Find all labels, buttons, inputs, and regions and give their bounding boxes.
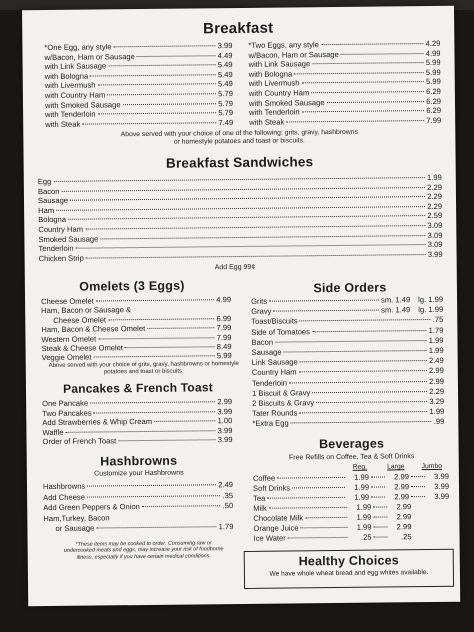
leader-dots <box>98 337 214 339</box>
item-label: Bacon <box>37 186 60 196</box>
large-price: .25 <box>400 532 412 542</box>
leader-dots <box>411 496 425 497</box>
item-price: 2.49 <box>428 356 444 366</box>
item-price: 2.99 <box>217 397 233 407</box>
item-price: 2.99 <box>429 376 444 386</box>
pancake-item <box>42 435 232 446</box>
item-label: Ham,Turkey, Bacon <box>43 512 110 523</box>
item-price: 6.29 <box>426 86 441 97</box>
leader-dots <box>373 526 387 527</box>
item-label: Ham, Bacon & Cheese Omelet <box>41 324 146 335</box>
item-price: .35 <box>222 490 234 500</box>
item-price: 4.29 <box>425 38 441 49</box>
leader-dots <box>321 43 424 45</box>
item-label: with Steak <box>249 117 285 127</box>
sandwiches-title: Breakfast Sandwiches <box>165 154 314 171</box>
omelet-item <box>42 351 232 362</box>
leader-dots <box>94 411 216 413</box>
item-price: 1.99 <box>428 335 444 345</box>
leader-dots <box>284 350 427 352</box>
jumbo-price: 3.99 <box>434 491 450 501</box>
leader-dots <box>98 112 217 114</box>
leader-dots <box>291 421 432 423</box>
leader-dots <box>371 486 385 487</box>
item-label: Ham <box>38 205 55 215</box>
header-large: Large <box>387 463 405 471</box>
leader-dots <box>311 91 424 93</box>
item-price: 2.49 <box>218 480 234 490</box>
leader-dots <box>108 64 216 66</box>
item-price: 3.99 <box>217 435 233 445</box>
item-price: 7.99 <box>216 332 232 342</box>
add-egg-note: Add Egg 99¢ <box>214 263 256 272</box>
item-label: *Two Eggs, any style <box>248 40 319 50</box>
reg-price: 1.99 <box>356 502 372 512</box>
item-price: 5.49 <box>217 60 233 70</box>
leader-dots <box>302 110 425 112</box>
item-label: Grits <box>251 296 268 306</box>
breakfast-note: Above served with your choice of one of the following: grits, gravy, hashbrowns or homestyle potatoes and toast or biscuits. <box>120 128 358 146</box>
item-price: 3.29 <box>429 396 445 407</box>
healthy-choices-box <box>244 549 454 589</box>
large-price: 2.99 <box>396 512 412 522</box>
hashbrown-item <box>43 501 233 512</box>
item-label: with Bologna <box>248 69 293 79</box>
item-label: Side of Tomatoes <box>251 326 310 337</box>
leader-dots <box>301 527 348 528</box>
large-price: 2.99 <box>396 502 412 512</box>
hashbrown-item <box>43 491 233 502</box>
item-label: Sausage <box>37 195 69 206</box>
sides-title: Side Orders <box>313 280 387 296</box>
item-price: 1.79 <box>218 522 234 532</box>
side-item <box>252 417 444 428</box>
item-price: 2.29 <box>427 192 443 202</box>
item-price: 5.99 <box>425 58 441 68</box>
leader-dots <box>327 101 425 103</box>
leader-dots <box>373 506 387 507</box>
leader-dots <box>97 84 216 86</box>
item-price: 5.99 <box>425 67 441 77</box>
item-label: with Tenderloin <box>249 107 300 118</box>
leader-dots <box>85 225 425 230</box>
leader-dots <box>373 516 387 517</box>
reg-price: 1.99 <box>354 492 370 502</box>
item-label: Ham, Bacon or Sausage & <box>41 305 132 316</box>
item-label: with Steak <box>45 119 81 129</box>
item-price: 1.99 <box>429 407 445 417</box>
leader-dots <box>70 196 425 201</box>
item-label: with Link Sausage <box>248 59 311 70</box>
item-price: 7.99 <box>426 115 442 125</box>
large-price: lg. 1.99 <box>418 305 444 315</box>
breakfast-item <box>45 118 233 129</box>
item-label: with Country Ham <box>44 90 106 101</box>
leader-dots <box>294 72 424 74</box>
item-price: 2.29 <box>427 201 443 211</box>
item-label: Chicken Strip <box>38 253 84 263</box>
healthy-text: We have whole wheat bread and egg whites available. <box>269 569 429 578</box>
item-label: Ice Water <box>253 533 286 543</box>
leader-dots <box>273 310 379 312</box>
item-label: with Tenderloin <box>45 109 96 120</box>
reg-price: .25 <box>360 532 372 542</box>
item-label: Cheese Omelet <box>41 296 94 307</box>
item-label: Milk <box>253 503 267 513</box>
leader-dots <box>312 330 427 332</box>
item-label: Egg <box>37 176 52 187</box>
leader-dots <box>269 507 348 509</box>
item-label: Soft Drinks <box>252 483 291 493</box>
item-label: Western Omelet <box>41 334 97 344</box>
hashbrown-item <box>43 512 233 523</box>
item-label: with Smoked Sausage <box>44 99 121 110</box>
leader-dots <box>90 74 216 76</box>
item-price: 2.99 <box>428 366 444 376</box>
small-price: sm. 1.49 <box>381 305 411 315</box>
leader-dots <box>96 526 216 528</box>
leader-dots <box>411 486 425 487</box>
large-price: 2.99 <box>394 472 409 482</box>
item-label: Country Ham <box>38 224 84 235</box>
item-price: 1.79 <box>428 325 444 335</box>
leader-dots <box>87 484 216 486</box>
item-label: *Extra Egg <box>252 418 289 429</box>
large-price: 2.99 <box>394 482 410 492</box>
reg-price: 1.99 <box>356 512 372 522</box>
item-label: Link Sausage <box>251 357 298 368</box>
header-jumbo: Jumbo <box>421 462 443 471</box>
leader-dots <box>341 53 424 55</box>
item-label: Order of French Toast <box>42 436 117 447</box>
leader-dots <box>147 327 214 329</box>
leader-dots <box>90 401 215 403</box>
leader-dots <box>108 318 214 320</box>
large-price: lg. 1.99 <box>418 294 444 305</box>
item-price: 3.09 <box>427 230 443 240</box>
item-price: .99 <box>433 417 445 427</box>
hashbrown-item <box>43 480 233 491</box>
omelets-note: Above served with your choice of grits, gravy, hashbrowns or homestyle potatoes and toast or biscuits. <box>48 361 239 376</box>
item-price: 5.99 <box>216 351 232 361</box>
item-label: Coffee <box>252 473 276 483</box>
leader-dots <box>300 360 427 362</box>
item-price: 5.79 <box>218 108 234 118</box>
reg-price: 1.99 <box>356 522 372 532</box>
leader-dots <box>299 411 427 413</box>
item-price: 1.99 <box>426 172 442 183</box>
leader-dots <box>275 340 427 343</box>
item-price: 7.49 <box>218 117 234 128</box>
item-label: Toast/Biscuits <box>251 316 298 327</box>
leader-dots <box>299 370 427 372</box>
item-price: 3.99 <box>427 249 443 259</box>
leader-dots <box>289 381 427 383</box>
leader-dots <box>305 517 347 518</box>
item-price: 3.99 <box>217 406 233 416</box>
item-price: 3.99 <box>217 41 233 51</box>
leader-dots <box>371 476 385 477</box>
leader-dots <box>277 477 345 479</box>
item-price: 4.99 <box>425 48 441 58</box>
leader-dots <box>96 299 214 301</box>
item-label: Sausage <box>251 347 282 357</box>
item-label: Country Ham <box>251 367 297 378</box>
item-label: Bologna <box>38 215 67 225</box>
leader-dots <box>107 93 216 95</box>
breakfast-item <box>249 116 441 127</box>
item-price: 5.79 <box>218 98 234 108</box>
omelets-title: Omelets (3 Eggs) <box>79 278 185 294</box>
large-price: 2.99 <box>394 492 410 502</box>
leader-dots <box>288 537 348 539</box>
item-label: One Pancake <box>42 398 89 409</box>
item-label: Gravy <box>251 306 272 317</box>
leader-dots <box>82 122 216 124</box>
hashbrowns-subtitle: Customize your Hashbrowns <box>94 469 184 478</box>
reg-price: 1.99 <box>354 472 369 482</box>
leader-dots <box>411 476 425 477</box>
leader-dots <box>76 244 426 249</box>
item-price: 5.49 <box>217 69 233 80</box>
food-safety-warning: *These items may be cooked to order. Consuming raw or undercooked meats and eggs, may increase your risk of foodborne illness, especially if you have certain medical conditions. <box>63 540 224 561</box>
beverage-item <box>254 532 450 543</box>
item-label: w/Bacon, Ham or Sausage <box>44 51 135 62</box>
item-price: 4.99 <box>216 295 232 305</box>
item-label: Bacon <box>251 337 274 347</box>
leader-dots <box>142 505 221 507</box>
item-label: Steak & Cheese Omelet <box>41 343 124 354</box>
item-label: Chocolate Milk <box>253 513 304 523</box>
item-label: with Livermush <box>44 80 96 91</box>
leader-dots <box>267 497 345 499</box>
item-label: Tea <box>253 493 266 503</box>
item-label: Add Cheese <box>43 492 85 502</box>
beverages-subtitle: Free Refills on Coffee, Tea & Soft Drinks <box>288 453 415 462</box>
item-label: with Livermush <box>248 78 300 89</box>
item-label: with Link Sausage <box>44 61 107 72</box>
beverage-size-headers <box>343 463 449 472</box>
leader-dots <box>286 120 424 122</box>
item-label: with Bologna <box>44 71 89 81</box>
item-price: 2.59 <box>427 211 443 221</box>
leader-dots <box>154 420 215 422</box>
item-price: 2.29 <box>427 182 442 192</box>
item-label: 1 Biscuit & Gravy <box>251 388 311 398</box>
item-label: Tenderloin <box>38 243 74 254</box>
item-label: Tenderloin <box>251 378 288 388</box>
leader-dots <box>374 536 388 537</box>
item-price: 2.29 <box>429 386 445 396</box>
leader-dots <box>87 495 221 497</box>
item-price: 3.99 <box>217 425 233 436</box>
beverages-title: Beverages <box>318 436 385 452</box>
item-label: Add Strawberries & Whip Cream <box>42 417 153 428</box>
leader-dots <box>118 440 215 442</box>
leader-dots <box>312 391 427 393</box>
leader-dots <box>68 215 425 220</box>
item-label: or Sausage <box>55 523 95 533</box>
item-label: Cheese Omelet <box>53 315 107 325</box>
large-price: 2.99 <box>396 522 412 532</box>
hashbrowns-title: Hashbrowns <box>100 453 178 469</box>
leader-dots <box>125 346 215 348</box>
leader-dots <box>56 206 425 211</box>
item-price: 5.49 <box>217 79 233 89</box>
small-price: sm. 1.49 <box>380 295 411 305</box>
leader-dots <box>86 254 426 259</box>
item-label: with Smoked Sausage <box>248 97 325 108</box>
menu-page <box>22 6 460 606</box>
breakfast-title: Breakfast <box>203 19 274 38</box>
leader-dots <box>269 300 379 302</box>
item-label: Waffle <box>42 427 64 437</box>
item-label: with Country Ham <box>248 88 310 98</box>
item-label: Tater Rounds <box>252 408 298 419</box>
item-label: *One Egg, any style <box>44 42 112 53</box>
item-label: w/Bacon, Ham or Sausage <box>248 49 339 60</box>
leader-dots <box>300 319 431 321</box>
item-price: 3.09 <box>427 240 443 250</box>
item-label: Veggie Omelet <box>41 352 92 363</box>
item-price: 5.99 <box>425 77 441 87</box>
reg-price: 1.99 <box>354 482 370 492</box>
item-price: 5.79 <box>218 89 233 99</box>
item-price: .50 <box>222 501 234 511</box>
leader-dots <box>53 177 425 182</box>
leader-dots <box>316 401 427 403</box>
pancakes-title: Pancakes & French Toast <box>63 380 213 396</box>
item-price: 7.99 <box>216 323 232 333</box>
leader-dots <box>137 55 216 57</box>
item-label: Smoked Sausage <box>38 234 99 244</box>
item-label: Add Green Peppers & Onion <box>43 502 140 513</box>
item-label: 2 Biscuits & Gravy <box>252 398 315 408</box>
item-label: Hashbrowns <box>42 481 86 492</box>
leader-dots <box>100 235 425 239</box>
hashbrown-item <box>55 522 233 533</box>
item-price: 6.99 <box>216 313 232 324</box>
item-price: 1.99 <box>428 345 444 356</box>
header-reg: Reg. <box>352 463 368 471</box>
leader-dots <box>93 356 214 358</box>
item-price: 6.29 <box>426 106 442 116</box>
healthy-title: Healthy Choices <box>298 553 399 569</box>
leader-dots <box>123 103 217 105</box>
leader-dots <box>61 187 425 192</box>
item-price: 1.00 <box>217 416 233 426</box>
leader-dots <box>292 487 345 489</box>
item-label: Orange Juice <box>253 523 299 533</box>
leader-dots <box>371 496 385 497</box>
item-label: Two Pancakes <box>42 408 92 418</box>
leader-dots <box>114 45 216 47</box>
item-price: 6.29 <box>426 96 442 106</box>
leader-dots <box>312 62 424 64</box>
item-price: 3.09 <box>427 220 443 231</box>
item-price: 4.49 <box>217 50 233 60</box>
leader-dots <box>301 81 424 83</box>
jumbo-price: 3.99 <box>434 471 449 481</box>
jumbo-price: 3.99 <box>434 481 450 491</box>
item-price: 8.49 <box>216 342 232 352</box>
leader-dots <box>66 430 216 433</box>
item-price: .75 <box>432 315 444 325</box>
